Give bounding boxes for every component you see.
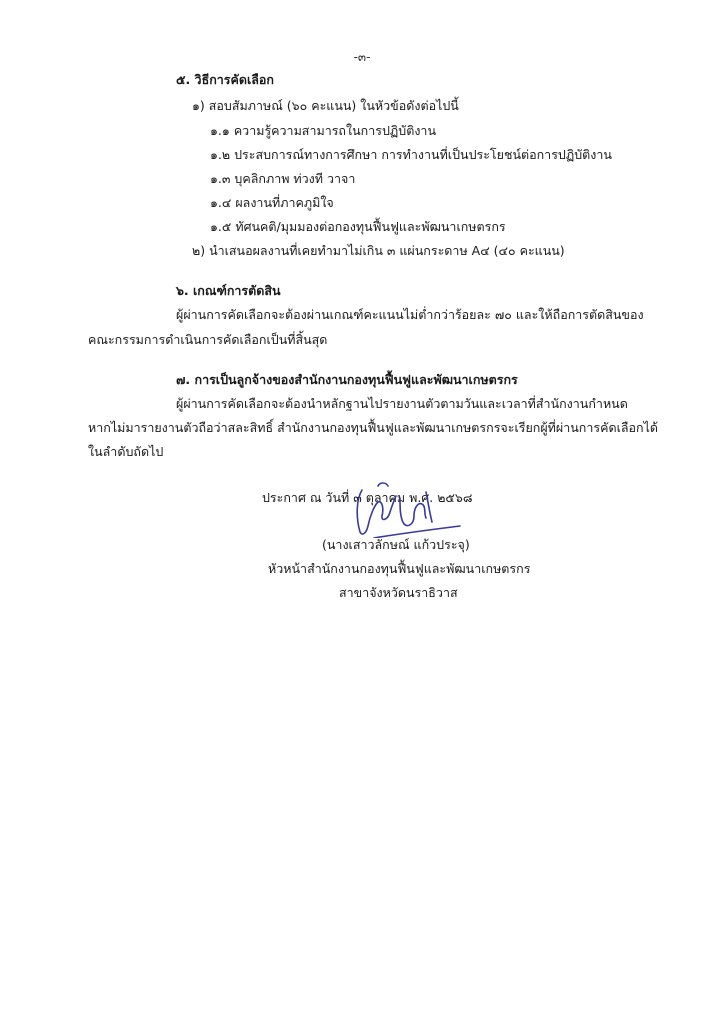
section-6-heading: ๖. เกณฑ์การตัดสิน	[176, 283, 281, 298]
section-7-text-line: หากไม่มารายงานตัวถือว่าสละสิทธิ์ สำนักงานกองทุนฟื้นฟูและพัฒนาเกษตรกรจะเรียกผู้ที่ผ่านการคัดเลือกได้	[88, 420, 658, 435]
signatory-position: หัวหน้าสำนักงานกองทุนฟื้นฟูและพัฒนาเกษตรกร	[268, 561, 531, 576]
announcement-date: ประกาศ ณ วันที่ ๓ ตุลาคม พ.ศ. ๒๕๖๘	[262, 490, 473, 505]
section-5-sub-item: ๑.๓ บุคลิกภาพ ท่วงที วาจา	[210, 171, 356, 186]
signatory-branch: สาขาจังหวัดนราธิวาส	[339, 585, 458, 600]
section-6-text-line: ผู้ผ่านการคัดเลือกจะต้องผ่านเกณฑ์คะแนนไม่ต่ำกว่าร้อยละ ๗๐ และให้ถือการตัดสินของ	[176, 307, 644, 322]
section-5-sub-item: ๑.๒ ประสบการณ์ทางการศึกษา การทำงานที่เป็นประโยชน์ต่อการปฏิบัติงาน	[210, 147, 612, 162]
section-7-heading: ๗. การเป็นลูกจ้างของสำนักงานกองทุนฟื้นฟูและพัฒนาเกษตรกร	[176, 372, 518, 387]
signature-image	[348, 478, 468, 538]
section-5-item-1: ๑) สอบสัมภาษณ์ (๖๐ คะแนน) ในหัวข้อดังต่อไปนี้	[192, 98, 459, 113]
section-7-text-line: ผู้ผ่านการคัดเลือกจะต้องนำหลักฐานไปรายงานตัวตามวันและเวลาที่สำนักงานกำหนด	[176, 396, 628, 411]
page-number: -๓-	[353, 50, 371, 64]
section-5-sub-item: ๑.๑ ความรู้ความสามารถในการปฏิบัติงาน	[210, 123, 436, 138]
section-5-heading: ๕. วิธีการคัดเลือก	[176, 72, 274, 87]
section-7-text-line: ในลำดับถัดไป	[88, 444, 164, 459]
section-5-sub-item: ๑.๔ ผลงานที่ภาคภูมิใจ	[210, 195, 334, 210]
section-5-item-2: ๒) นำเสนอผลงานที่เคยทำมาไม่เกิน ๓ แผ่นกระดาษ A๔ (๔๐ คะแนน)	[192, 243, 565, 258]
signatory-name: (นางเสาวลักษณ์ แก้วประจุ)	[322, 537, 470, 552]
section-6-text-line: คณะกรรมการดำเนินการคัดเลือกเป็นที่สิ้นสุด	[88, 332, 328, 347]
section-5-sub-item: ๑.๕ ทัศนคติ/มุมมองต่อกองทุนฟื้นฟูและพัฒนาเกษตรกร	[210, 219, 506, 234]
